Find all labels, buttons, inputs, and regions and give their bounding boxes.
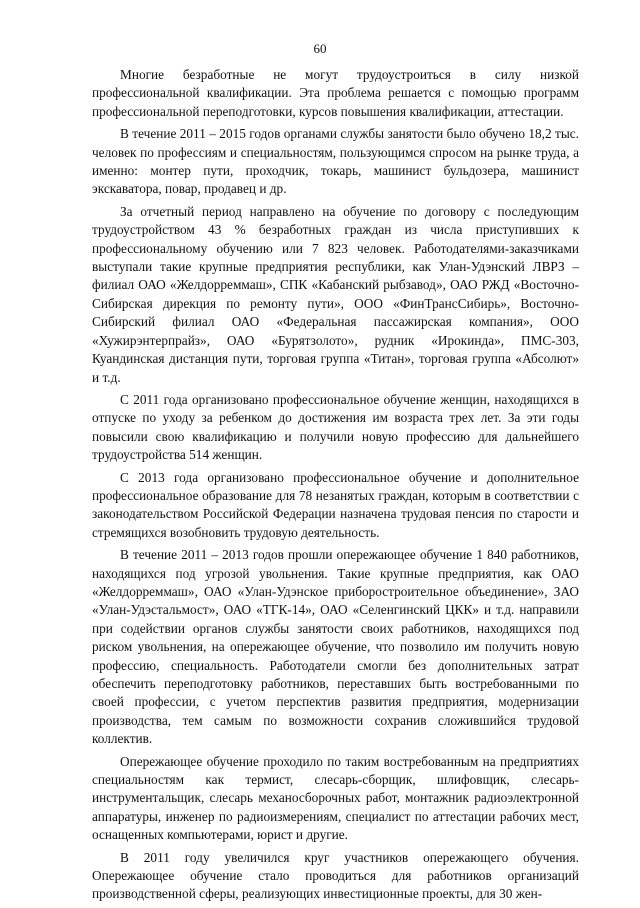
paragraph: В течение 2011 – 2013 годов прошли опережающее обучение 1 840 работников, находящихся под угрозой увольнения. Такие крупные предприятия, как ОАО «Желдорреммаш», ОАО «Улан-Удэнское приборостроительное объединение», ЗАО «Улан-Удэстальмост», ОАО «ТГК-14», ОАО «Селенгинский ЦКК» и т.д. направили при содействии органов службы занятости своих работников, находящихся под риском увольнения, на опережающее обучение, что позволило им получить новую профессию, специальность. Работодатели смогли без дополнительных затрат обеспечить переподготовку работников, переставших быть востребованными по своей профессии, с учетом перспектив развития предприятия, модернизации производства, тем самым по возможности сохранив сложившийся трудовой коллектив.	[92, 547, 579, 747]
paragraph: За отчетный период направлено на обучение по договору с последующим трудоустройством 43 % безработных граждан из числа приступивших к профессиональному обучению или 7 823 человек. Работодателями-заказчиками выступали такие крупные предприятия республики, как Улан-Удэнский ЛВРЗ – филиал ОАО «Желдорреммаш», СПК «Кабанский рыбзавод», ОАО РЖД «Восточно-Сибирская дирекция по ремонту пути», ООО «ФинТрансСибирь», Восточно-Сибирский филиал ОАО «Федеральная пассажирская компания», ООО «Хужирэнтерпрайз», ОАО «Бурятзолото», рудник «Ирокинда», ПМС-303, Куандинская дистанция пути, торговая группа «Титан», торговая группа «Абсолют» и т.д.	[92, 203, 579, 385]
paragraph: С 2013 года организовано профессиональное обучение и дополнительное профессиональное образование для 78 незанятых граждан, которым в соответствии с законодательством Российской Федерации назначена трудовая пенсия по старости и стремящихся возобновить трудовую деятельность.	[92, 469, 579, 540]
paragraph: В 2011 году увеличился круг участников опережающего обучения. Опережающее обучение стало проводиться для работников организаций производственной сферы, реализующих инвестиционные проекты, для 30 жен-	[92, 849, 579, 902]
paragraph: С 2011 года организовано профессиональное обучение женщин, находящихся в отпуске по уходу за ребенком до достижения им возраста трех лет. За эти годы повысили свою квалификацию и получили новую профессию для дальнейшего трудоустройства 514 женщин.	[92, 391, 579, 463]
paragraph: Многие безработные не могут трудоустроиться в силу низкой профессиональной квалификации. Эта проблема решается с помощью программ профессиональной переподготовки, курсов повышения квалификации, аттестации.	[92, 67, 579, 119]
page-body	[92, 66, 579, 908]
paragraph: Опережающее обучение проходило по таким востребованным на предприятиях специальностям как термист, слесарь-сборщик, шлифовщик, слесарь-инструментальщик, слесарь механосборочных работ, монтажник радиоэлектронной аппаратуры, инженер по радиоизмерениям, специалист по аттестации рабочих мест, оснащенных компьютерами, юрист и другие.	[92, 753, 579, 843]
paragraph: В течение 2011 – 2015 годов органами службы занятости было обучено 18,2 тыс. человек по профессиям и специальностям, пользующимся спросом на рынке труда, а именно: монтер пути, проходчик, токарь, машинист бульдозера, машинист экскаватора, повар, продавец и др.	[92, 126, 579, 197]
page-number: 60	[313, 41, 327, 56]
